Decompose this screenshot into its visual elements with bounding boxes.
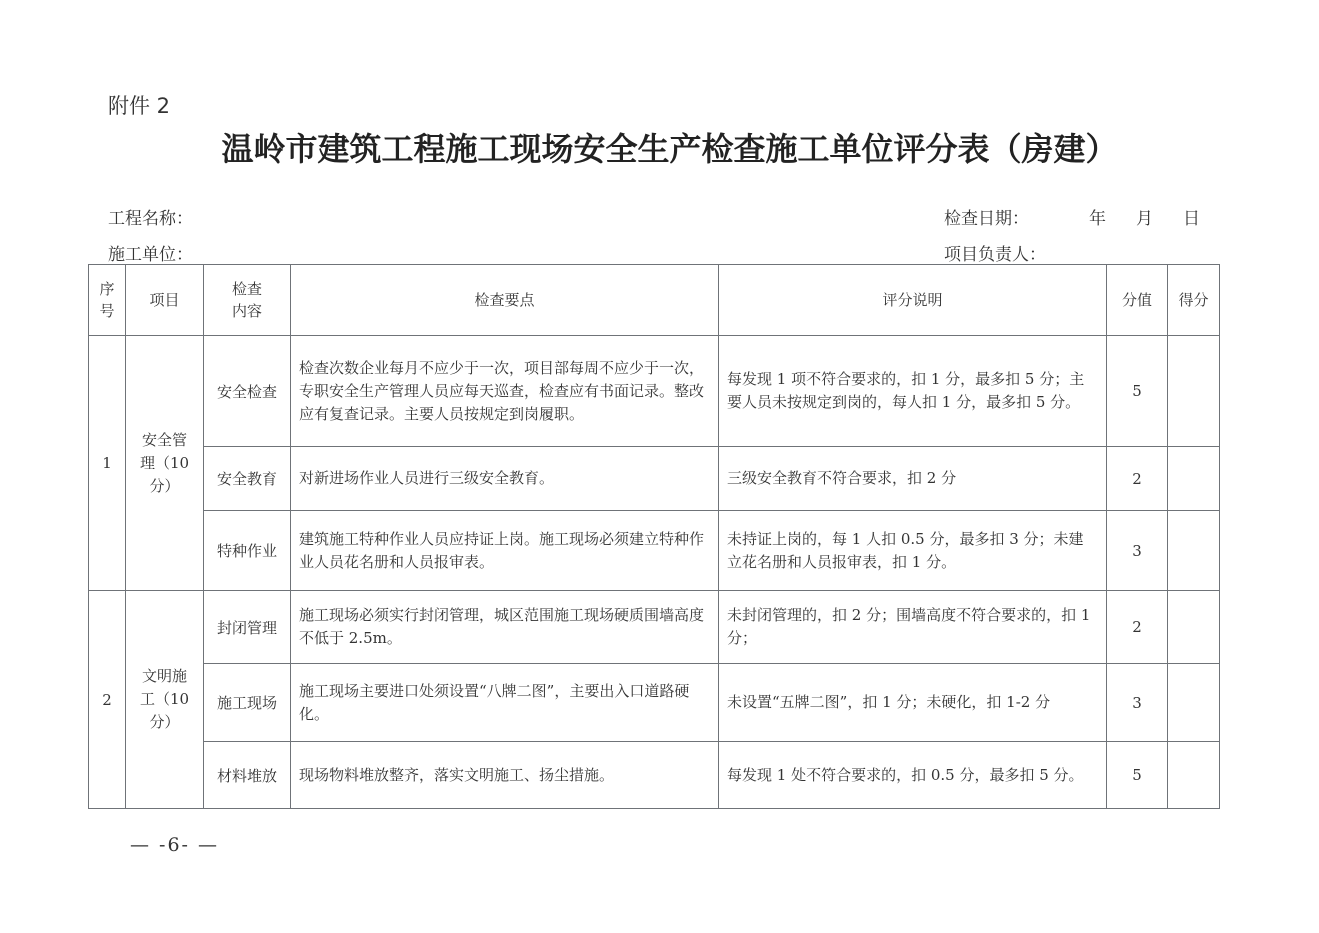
table-row bbox=[89, 511, 1220, 591]
table-row bbox=[89, 591, 1220, 664]
points-cell: 施工现场必须实行封闭管理，城区范围施工现场硬质围墙高度不低于 2.5m。 bbox=[291, 591, 719, 664]
seq-cell: 2 bbox=[89, 591, 126, 809]
day-label: 日 bbox=[1183, 209, 1200, 229]
content-cell: 封闭管理 bbox=[204, 591, 291, 664]
table-row bbox=[89, 742, 1220, 809]
content-cell: 材料堆放 bbox=[204, 742, 291, 809]
content-cell: 施工现场 bbox=[204, 664, 291, 742]
construction-unit-label: 施工单位： bbox=[108, 245, 193, 265]
header-item: 项目 bbox=[126, 265, 204, 336]
scoring-table bbox=[88, 264, 1220, 809]
value-cell: 2 bbox=[1107, 447, 1168, 511]
item-cell: 文明施工（10分） bbox=[126, 591, 204, 809]
header-seq: 序号 bbox=[89, 265, 126, 336]
score-input-cell[interactable] bbox=[1168, 591, 1220, 664]
scoring-cell: 未设置“五牌二图”，扣 1 分；未硬化，扣 1-2 分 bbox=[719, 664, 1107, 742]
score-input-cell[interactable] bbox=[1168, 742, 1220, 809]
page-number: — -6- — bbox=[130, 834, 220, 856]
month-label: 月 bbox=[1136, 209, 1153, 229]
header-row bbox=[89, 265, 1220, 336]
seq-cell: 1 bbox=[89, 336, 126, 591]
points-cell: 现场物料堆放整齐，落实文明施工、扬尘措施。 bbox=[291, 742, 719, 809]
value-cell: 3 bbox=[1107, 511, 1168, 591]
attachment-label: 附件 2 bbox=[108, 94, 171, 118]
project-lead-label: 项目负责人： bbox=[944, 245, 1046, 265]
value-cell: 5 bbox=[1107, 336, 1168, 447]
score-input-cell[interactable] bbox=[1168, 664, 1220, 742]
document-title: 温岭市建筑工程施工现场安全生产检查施工单位评分表（房建） bbox=[221, 130, 1118, 168]
table-row bbox=[89, 336, 1220, 447]
item-cell: 安全管理（10分） bbox=[126, 336, 204, 591]
points-cell: 检查次数企业每月不应少于一次，项目部每周不应少于一次，专职安全生产管理人员应每天巡查，检查应有书面记录。整改应有复查记录。主要人员按规定到岗履职。 bbox=[291, 336, 719, 447]
scoring-cell: 未封闭管理的，扣 2 分；围墙高度不符合要求的，扣 1 分； bbox=[719, 591, 1107, 664]
content-cell: 安全教育 bbox=[204, 447, 291, 511]
header-score: 得分 bbox=[1168, 265, 1220, 336]
header-value: 分值 bbox=[1107, 265, 1168, 336]
scoring-cell: 每发现 1 项不符合要求的，扣 1 分，最多扣 5 分；主要人员未按规定到岗的，每人扣 1 分，最多扣 5 分。 bbox=[719, 336, 1107, 447]
value-cell: 2 bbox=[1107, 591, 1168, 664]
year-label: 年 bbox=[1089, 209, 1106, 229]
content-cell: 特种作业 bbox=[204, 511, 291, 591]
content-cell: 安全检查 bbox=[204, 336, 291, 447]
points-cell: 施工现场主要进口处须设置“八牌二图”，主要出入口道路硬化。 bbox=[291, 664, 719, 742]
header-scoring: 评分说明 bbox=[719, 265, 1107, 336]
header-content: 检查内容 bbox=[204, 265, 291, 336]
scoring-cell: 每发现 1 处不符合要求的，扣 0.5 分，最多扣 5 分。 bbox=[719, 742, 1107, 809]
header-points: 检查要点 bbox=[291, 265, 719, 336]
points-cell: 对新进场作业人员进行三级安全教育。 bbox=[291, 447, 719, 511]
scoring-cell: 未持证上岗的，每 1 人扣 0.5 分，最多扣 3 分；未建立花名册和人员报审表，扣 1 分。 bbox=[719, 511, 1107, 591]
table-row bbox=[89, 664, 1220, 742]
points-cell: 建筑施工特种作业人员应持证上岗。施工现场必须建立特种作业人员花名册和人员报审表。 bbox=[291, 511, 719, 591]
value-cell: 5 bbox=[1107, 742, 1168, 809]
score-input-cell[interactable] bbox=[1168, 447, 1220, 511]
project-name-label: 工程名称： bbox=[108, 209, 193, 229]
score-input-cell[interactable] bbox=[1168, 511, 1220, 591]
inspection-date-label: 检查日期： bbox=[944, 209, 1029, 229]
value-cell: 3 bbox=[1107, 664, 1168, 742]
table-row bbox=[89, 447, 1220, 511]
scoring-cell: 三级安全教育不符合要求，扣 2 分 bbox=[719, 447, 1107, 511]
score-input-cell[interactable] bbox=[1168, 336, 1220, 447]
